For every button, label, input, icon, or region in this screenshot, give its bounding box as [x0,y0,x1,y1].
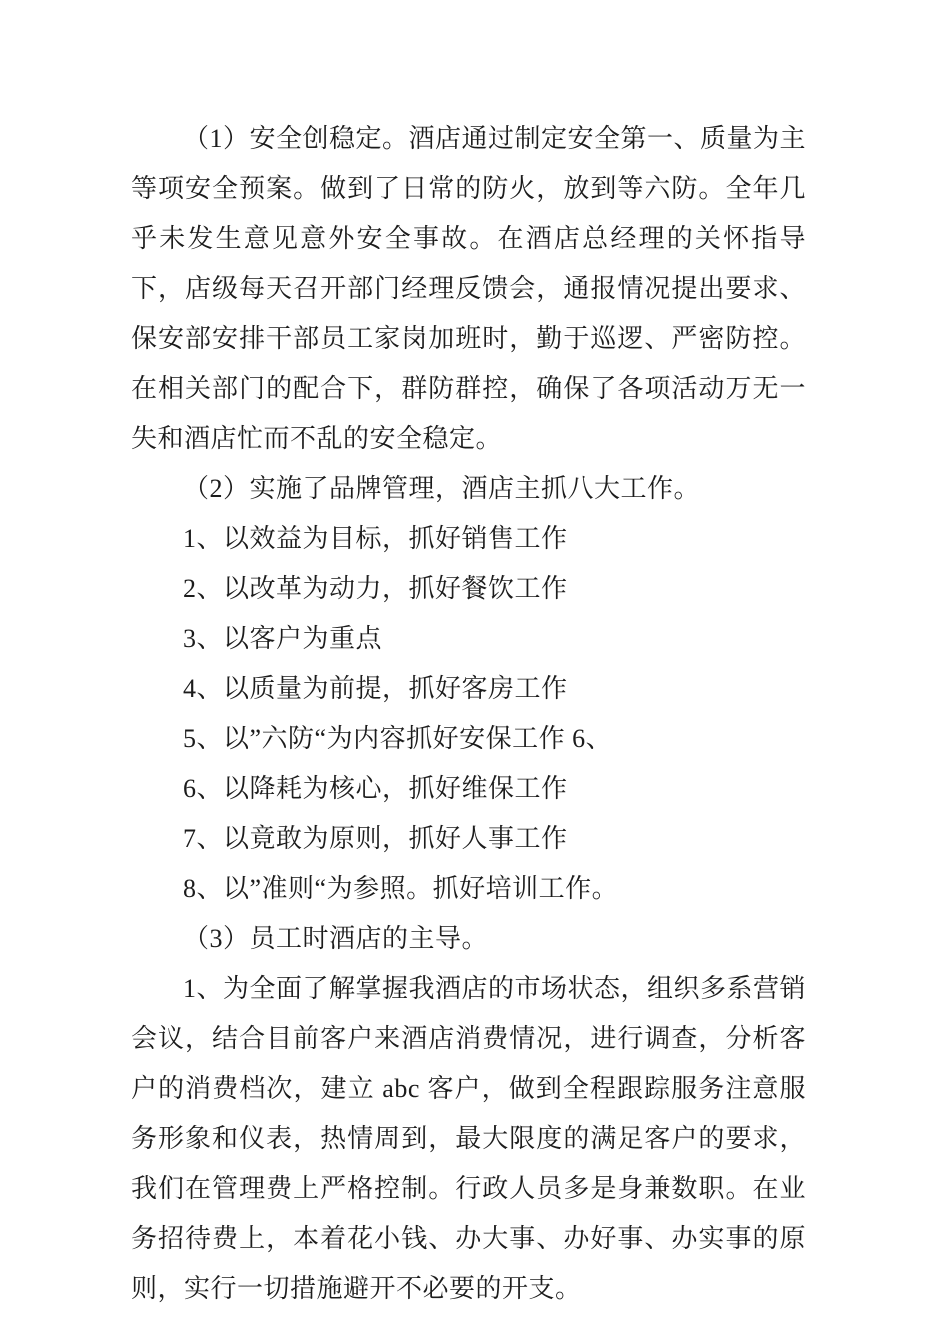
body-paragraph: （2）实施了品牌管理，酒店主抓八大工作。 [183,474,701,503]
list-item-paragraph: 8、以”准则“为参照。抓好培训工作。 [183,874,619,903]
list-item-paragraph: 3、以客户为重点 [183,624,383,653]
body-paragraph: （1）安全创稳定。酒店通过制定安全第一、质量为主等项安全预案。做到了日常的防火，放到等六防。全年几乎未发生意见意外安全事故。在酒店总经理的关怀指导下，店级每天召开部门经理反馈会，通报情况提出要求、保安部安排干部员工家岗加班时，勤于巡逻、严密防控。在相关部门的配合下，群防群控，确保了各项活动万无一失和酒店忙而不乱的安全稳定。 [131,124,807,453]
list-item-paragraph: 5、以”六防“为内容抓好安保工作 6、 [183,724,613,753]
body-paragraph: 1、为全面了解掌握我酒店的市场状态，组织多系营销会议，结合目前客户来酒店消费情况，进行调查，分析客户的消费档次，建立 abc 客户，做到全程跟踪服务注意服务形象和仪表，热情周到，最大限度的满足客户的要求，我们在管理费上严格控制。行政人员多是身兼数职。在业务招待费上，本着花小钱、办大事、办好事、办实事的原则，实行一切措施避开不必要的开支。 [131,974,807,1303]
document-content [131,114,806,1314]
list-item-paragraph: 2、以改革为动力，抓好餐饮工作 [183,574,568,603]
list-item-paragraph: 1、以效益为目标，抓好销售工作 [183,524,568,553]
list-item-paragraph: 6、以降耗为核心，抓好维保工作 [183,774,568,803]
list-item-paragraph: 7、以竟敢为原则，抓好人事工作 [183,824,568,853]
list-item-paragraph: 4、以质量为前提，抓好客房工作 [183,674,568,703]
body-paragraph: （3）员工时酒店的主导。 [183,924,489,953]
